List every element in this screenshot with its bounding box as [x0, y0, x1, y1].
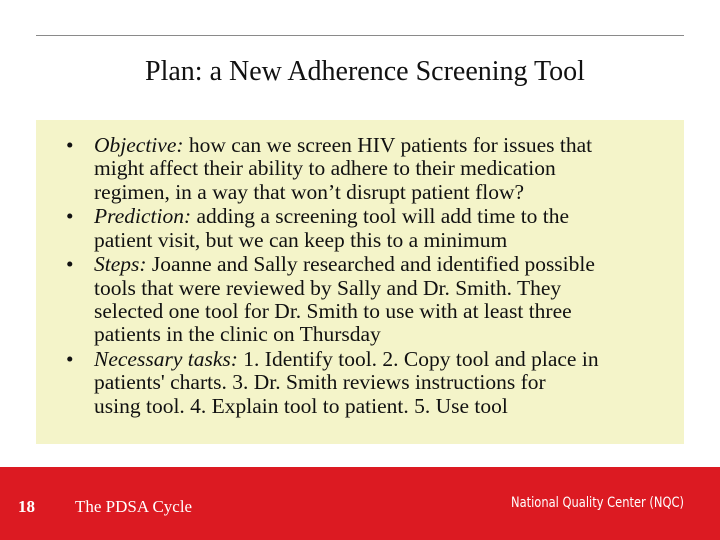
- bullet-icon: •: [66, 204, 74, 229]
- bullet-line: tools that were reviewed by Sally and Dr. Smith. They: [94, 275, 562, 300]
- bullet-line: Steps: Joanne and Sally researched and identified possible: [94, 252, 595, 277]
- footer-bar: [0, 467, 720, 540]
- header-rule: [36, 35, 684, 36]
- bullet-line: Objective: how can we screen HIV patients for issues that: [94, 133, 593, 157]
- bullet-item: [66, 205, 599, 252]
- bullet-item: [66, 134, 599, 204]
- bullet-icon: •: [66, 252, 74, 277]
- bullet-line: Necessary tasks: 1. Identify tool. 2. Copy tool and place in: [94, 347, 599, 372]
- bullet-line: patients' charts. 3. Dr. Smith reviews instructions for: [94, 370, 546, 395]
- bullet-label: Necessary tasks:: [94, 347, 238, 372]
- bullet-item: [66, 253, 599, 346]
- bullet-label: Objective:: [94, 133, 184, 157]
- section-title: The PDSA Cycle: [75, 497, 193, 516]
- bullet-icon: •: [66, 133, 74, 157]
- bullet-icon: •: [66, 347, 74, 372]
- bullet-line: regimen, in a way that won’t disrupt patient flow?: [94, 179, 525, 204]
- bullet-line: using tool. 4. Explain tool to patient. 5. Use tool: [94, 393, 508, 418]
- bullet-line: Prediction: adding a screening tool will add time to the: [94, 204, 570, 229]
- bullet-label: Prediction:: [94, 204, 192, 229]
- slide-title: Plan: a New Adherence Screening Tool: [145, 56, 585, 87]
- bullet-list: [66, 134, 599, 420]
- bullet-label: Steps:: [94, 252, 147, 277]
- bullet-line: patients in the clinic on Thursday: [94, 322, 381, 347]
- bullet-line: might affect their ability to adhere to their medication: [94, 156, 556, 181]
- organization-logo-text: National Quality Center (NQC): [510, 495, 684, 511]
- page-number: 18: [18, 497, 35, 516]
- bullet-item: [66, 348, 599, 418]
- bullet-line: selected one tool for Dr. Smith to use with at least three: [94, 299, 572, 324]
- bullet-line: patient visit, but we can keep this to a minimum: [94, 227, 508, 252]
